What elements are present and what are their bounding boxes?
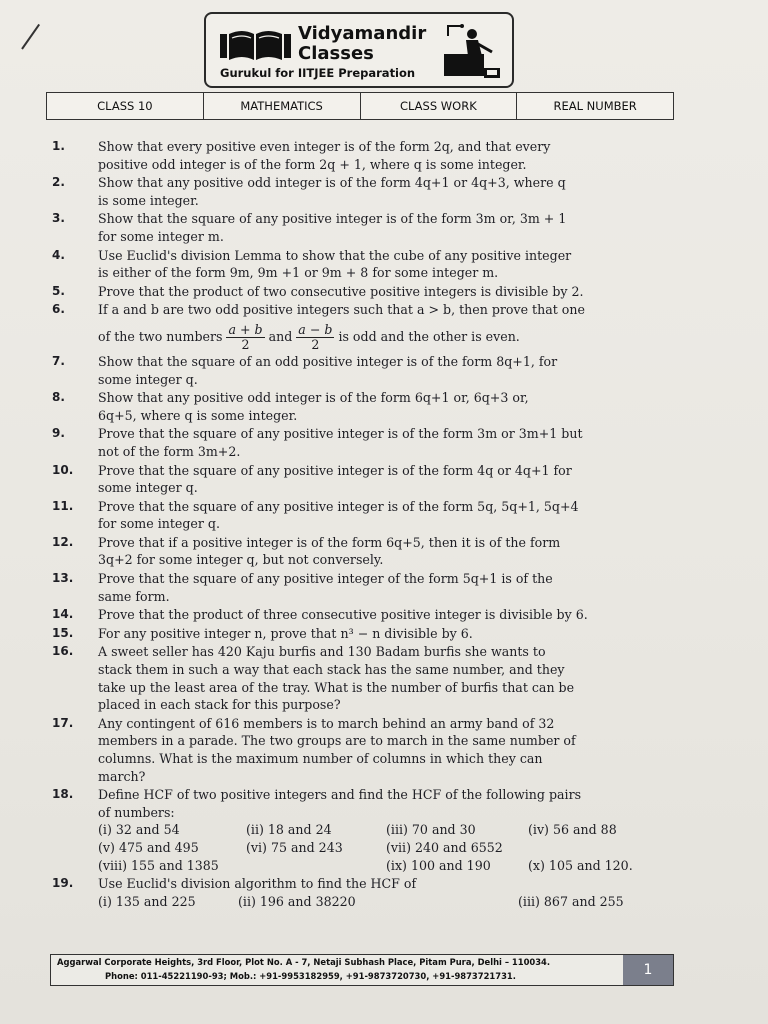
fraction-line-text: of the two numbers (98, 328, 223, 344)
brand-tagline: Gurukul for IITJEE Preparation (220, 66, 416, 80)
q19-part: (iii) 867 and 255 (518, 893, 624, 909)
question-item (50, 389, 680, 424)
question-text-line: take up the least area of the tray. What is the number of burfis that can be (98, 679, 575, 695)
question-number: 3. (52, 211, 65, 226)
hcf-pair: (iv) 56 and 88 (528, 822, 617, 838)
question-number: 1. (52, 139, 65, 153)
header-row (46, 92, 674, 120)
fraction-a-plus-b (226, 323, 264, 352)
hcf-pair: (vi) 75 and 243 (246, 839, 343, 855)
question-item (50, 425, 680, 460)
question-item (50, 786, 680, 874)
question-text-line: For any positive integer n, prove that n³ − n divisible by 6. (98, 625, 473, 641)
question-item (50, 353, 680, 388)
question-item (50, 715, 680, 785)
question-text-line: 3q+2 for some integer q, but not conversely. (98, 552, 384, 568)
question-text-line: some integer q. (98, 480, 198, 496)
question-text-line: Show that the square of an odd positive integer is of the form 8q+1, for (98, 353, 558, 369)
question-text-line: same form. (98, 588, 170, 604)
question-item (50, 301, 680, 352)
hcf-pair (246, 857, 386, 875)
hcf-pair: (i) 32 and 54 (98, 822, 180, 838)
fraction-numerator: a − b (298, 321, 333, 337)
question-text-line: members in a parade. The two groups are to march in the same number of (98, 733, 576, 749)
fraction-line-text: and (268, 328, 293, 344)
question-text-line: is either of the form 9m, 9m +1 or 9m + 8 for some integer m. (98, 265, 499, 281)
hcf-pair: (ix) 100 and 190 (386, 857, 491, 873)
question-text-line: positive odd integer is of the form 2q + 1, where q is some integer. (98, 156, 527, 172)
header-class: CLASS 10 (47, 93, 204, 119)
fraction-line-text: is odd and the other is even. (338, 328, 520, 344)
header-type: CLASS WORK (361, 93, 518, 119)
question-text-line: placed in each stack for this purpose? (98, 697, 341, 713)
question-text-line: Show that any positive odd integer is of the form 6q+1 or, 6q+3 or, (98, 390, 529, 406)
student-at-desk-icon (442, 22, 504, 80)
question-item (50, 625, 680, 643)
question-text-line: stack them in such a way that each stack has the same number, and they (98, 662, 565, 678)
question-text-line: Prove that the square of any positive integer is of the form 3m or 3m+1 but (98, 426, 583, 442)
question-text-line: march? (98, 768, 146, 784)
hcf-pairs-row (98, 821, 680, 839)
hcf-pair: (v) 475 and 495 (98, 839, 199, 855)
question-item (50, 174, 680, 209)
question-text-line: Show that the square of any positive integer is of the form 3m or, 3m + 1 (98, 211, 567, 227)
question-number: 14. (52, 607, 74, 622)
footer-phone: Phone: 011-45221190-93; Mob.: +91-9953182959, +91-9873720730, +91-9873721731. (105, 971, 516, 981)
question-number: 19. (52, 876, 74, 891)
question-number: 17. (52, 715, 74, 730)
hcf-pairs-row (98, 857, 680, 875)
question-text-line: Define HCF of two positive integers and find the HCF of the following pairs (98, 787, 582, 803)
question-text-line: Use Euclid's division Lemma to show that the cube of any positive integer (98, 247, 572, 263)
hcf-pairs-row (98, 839, 680, 857)
question-text-line: some integer q. (98, 371, 198, 387)
fraction-a-minus-b (296, 323, 334, 352)
question-number: 11. (52, 498, 74, 513)
question-text-line: columns. What is the maximum number of columns in which they can (98, 751, 543, 766)
question-number: 8. (52, 390, 65, 405)
hcf-pair: (vii) 240 and 6552 (386, 839, 503, 855)
question-text-line: Prove that the square of any positive integer is of the form 5q, 5q+1, 5q+4 (98, 498, 579, 514)
question-text-line: Prove that the product of two consecutive positive integers is divisible by 2. (98, 283, 584, 299)
question-text-line: not of the form 3m+2. (98, 443, 241, 459)
question-number: 15. (52, 625, 74, 640)
book-logo-icon (220, 26, 292, 64)
question-number: 2. (52, 175, 65, 190)
question-number: 9. (52, 426, 65, 441)
question-text-line: Use Euclid's division algorithm to find the HCF of (98, 876, 417, 892)
question-number: 6. (52, 302, 65, 317)
question-list (50, 138, 680, 911)
footer-address: Aggarwal Corporate Heights, 3rd Floor, Plot No. A - 7, Netaji Subhash Place, Pitam Pura, Delhi – 110034. (57, 957, 551, 967)
fraction-numerator: a + b (228, 321, 263, 337)
footer (50, 954, 674, 986)
question-item (50, 875, 680, 910)
question-text-line: for some integer m. (98, 228, 224, 244)
q19-parts-row (98, 893, 680, 911)
question-text-line: for some integer q. (98, 516, 220, 532)
question-number: 4. (52, 247, 65, 262)
question-item (50, 462, 680, 497)
question-item (50, 138, 680, 173)
logo-box (204, 12, 514, 88)
header-chapter: REAL NUMBER (553, 99, 637, 113)
question-text-line: Show that every positive even integer is of the form 2q, and that every (98, 139, 551, 154)
question-item (50, 606, 680, 624)
question-number: 7. (52, 353, 65, 368)
question-text-line: A sweet seller has 420 Kaju burfis and 130 Badam burfis she wants to (98, 644, 546, 660)
question-text-line: Prove that if a positive integer is of the form 6q+5, then it is of the form (98, 534, 561, 550)
question-item (50, 283, 680, 301)
question-number: 10. (52, 462, 74, 477)
question-text-line: Show that any positive odd integer is of the form 4q+1 or 4q+3, where q (98, 175, 566, 191)
question-text-line: Prove that the square of any positive integer of the form 5q+1 is of the (98, 571, 553, 587)
question-text-line: Prove that the product of three consecutive positive integer is divisible by 6. (98, 607, 588, 623)
q19-part: (i) 135 and 225 (98, 893, 196, 909)
fraction-denominator: 2 (311, 336, 320, 352)
question-item (50, 570, 680, 605)
question-item (50, 498, 680, 533)
fraction-denominator: 2 (241, 336, 250, 352)
question-item (50, 643, 680, 713)
question-text-line: Prove that the square of any positive integer is of the form 4q or 4q+1 for (98, 462, 572, 478)
page-number: 1 (623, 955, 673, 985)
fraction-line (98, 323, 680, 352)
brand-name-line1: Vidyamandir (298, 23, 427, 44)
question-text-line: is some integer. (98, 192, 199, 208)
question-text-line: of numbers: (98, 804, 175, 820)
question-number: 18. (52, 787, 74, 802)
question-text-line: Any contingent of 616 members is to march behind an army band of 32 (98, 715, 555, 731)
hcf-pair: (x) 105 and 120. (528, 857, 633, 873)
brand-name-line2: Classes (298, 43, 374, 64)
hcf-pair: (iii) 70 and 30 (386, 822, 476, 838)
q19-part: (ii) 196 and 38220 (238, 893, 356, 909)
question-item (50, 210, 680, 245)
question-item (50, 247, 680, 282)
hcf-pair: (viii) 155 and 1385 (98, 857, 219, 873)
question-item (50, 534, 680, 569)
question-number: 13. (52, 571, 74, 586)
question-text-line: 6q+5, where q is some integer. (98, 407, 298, 423)
hcf-pair (528, 839, 678, 857)
question-number: 16. (52, 644, 74, 659)
question-number: 5. (52, 283, 65, 298)
question-number: 12. (52, 534, 74, 549)
hcf-pair: (ii) 18 and 24 (246, 822, 332, 838)
question-text-line: If a and b are two odd positive integers such that a > b, then prove that one (98, 302, 585, 318)
pen-mark (21, 24, 40, 50)
header-subject: MATHEMATICS (204, 93, 361, 119)
